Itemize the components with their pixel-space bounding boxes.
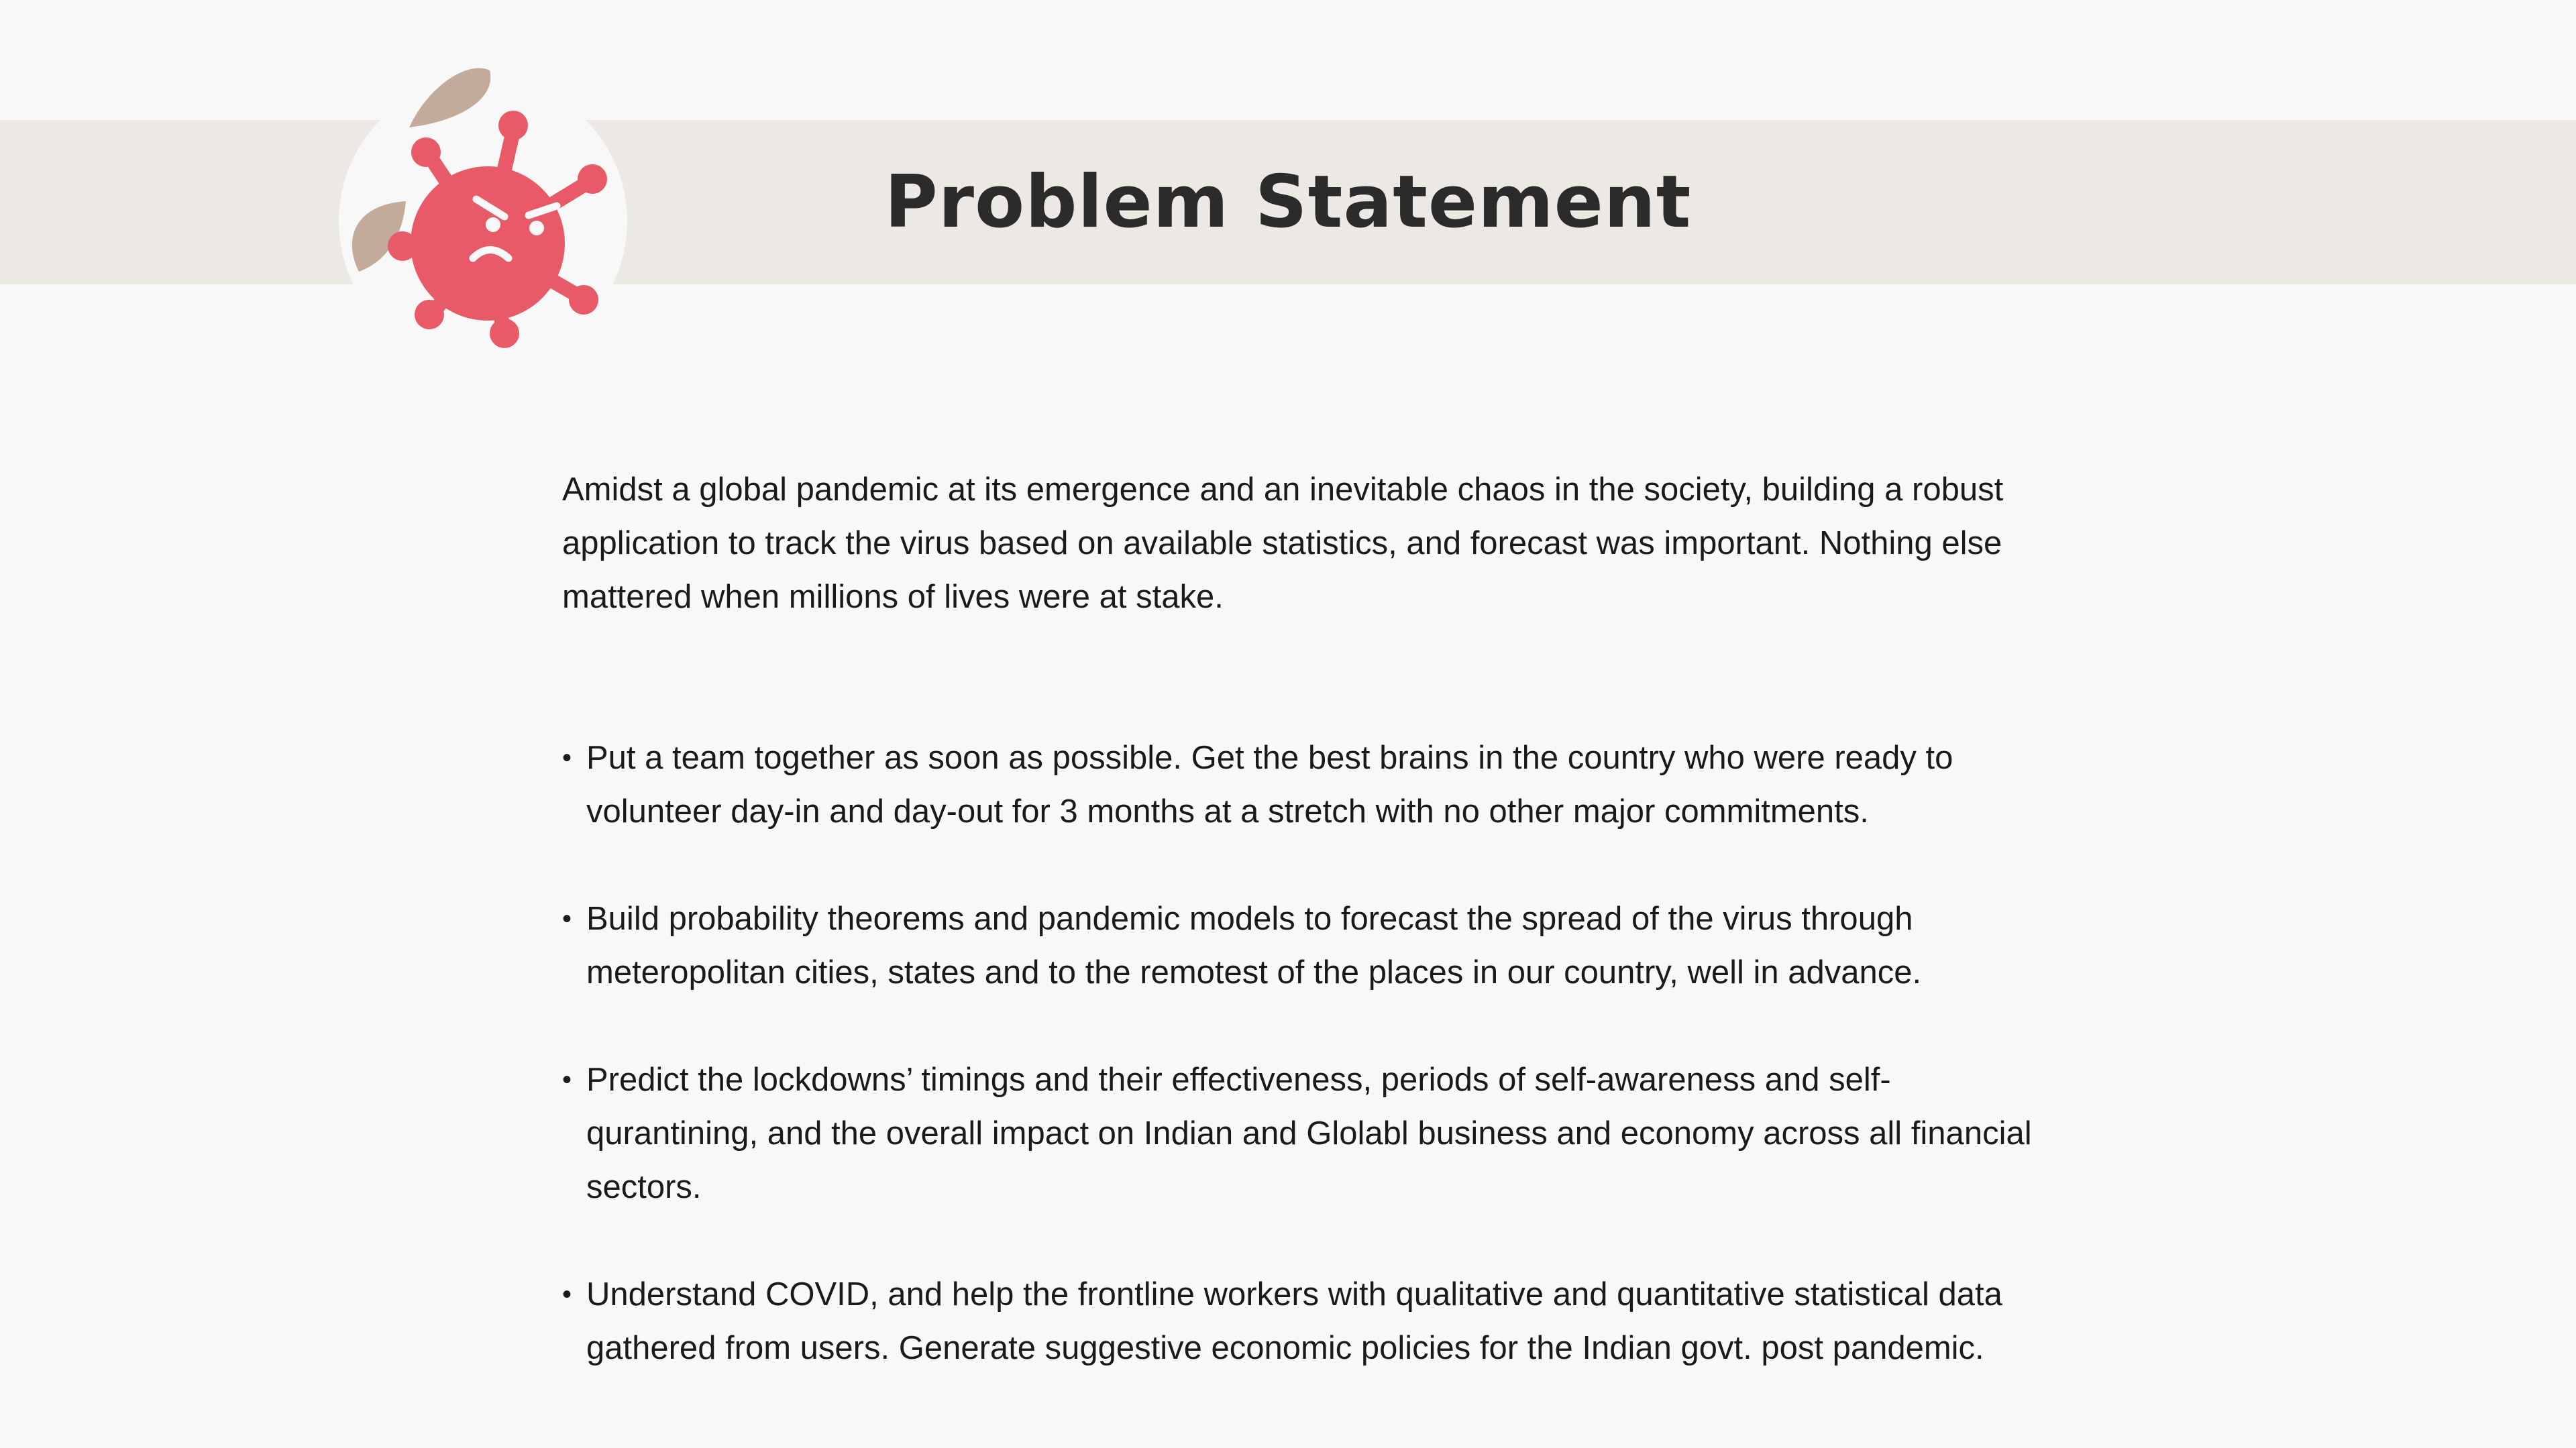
list-item-text: Put a team together as soon as possible. Get the best brains in the country who were ready to volunteer day-in and day-out for 3 months at a stretch with no other major commitments.	[586, 740, 1953, 830]
bullet-icon: •	[562, 743, 572, 773]
intro-paragraph: Amidst a global pandemic at its emergence and an inevitable chaos in the society, building a robust application to track the virus based on available statistics, and forecast was important. Nothing else mattered when millions of lives were at stake.	[562, 471, 2004, 615]
list-item-text: Understand COVID, and help the frontline workers with qualitative and quantitative statistical data gathered from users. Generate suggestive economic policies for the Indian govt. post pandemic.	[586, 1276, 2002, 1366]
list-item-text: Build probability theorems and pandemic models to forecast the spread of the virus through meteropolitan cities, states and to the remotest of the places in our country, well in advance.	[586, 901, 1922, 991]
bullet-icon: •	[562, 904, 572, 934]
list-item	[562, 892, 2038, 999]
problem-statement-content	[562, 463, 2038, 1429]
list-item	[562, 1268, 2038, 1375]
list-item-text: Predict the lockdowns’ timings and their effectiveness, periods of self-awareness and self-qurantining, and the overall impact on Indian and Glolabl business and economy across all financial sectors.	[586, 1062, 2032, 1205]
page-title: Problem Statement	[884, 160, 1692, 244]
list-item	[562, 1053, 2038, 1214]
list-item	[562, 731, 2038, 838]
bullet-list	[562, 731, 2038, 1375]
bullet-icon: •	[562, 1065, 572, 1095]
bullet-icon: •	[562, 1280, 572, 1309]
